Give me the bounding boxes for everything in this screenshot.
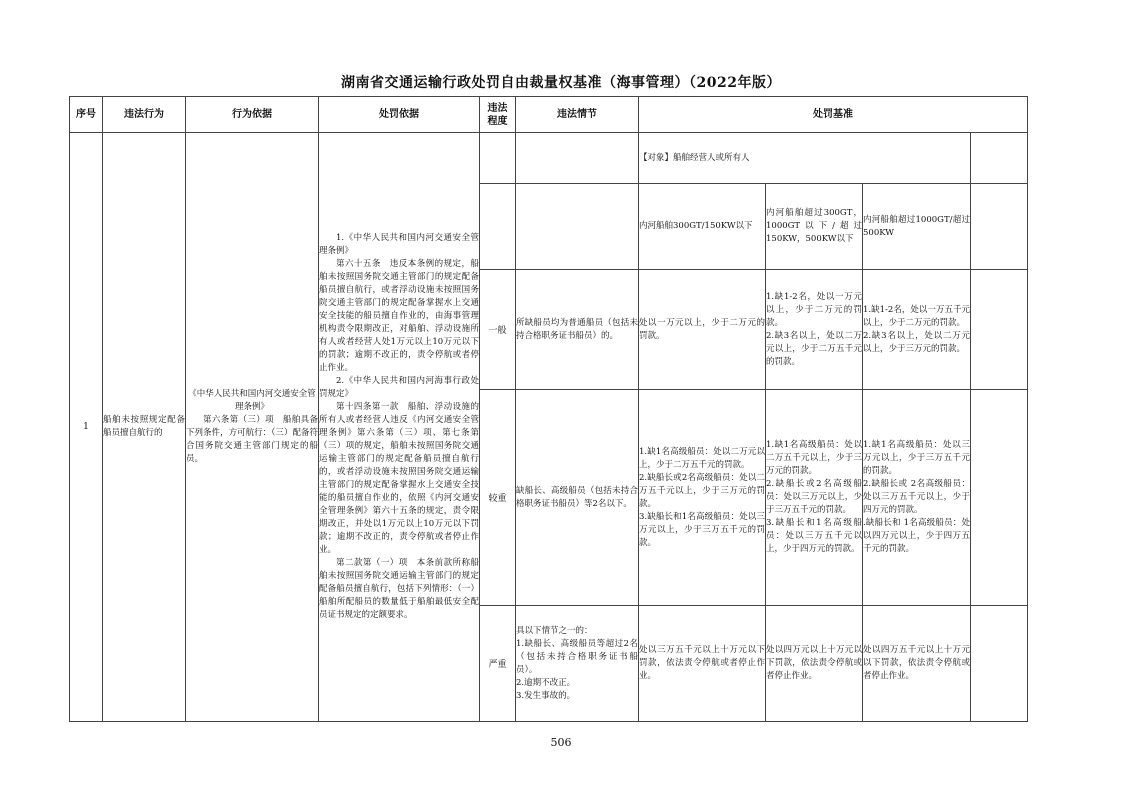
row-act: 船舶未按照规定配备船员擅自航行的 [103, 133, 186, 722]
penalty-basis-ref-2: 2.《中华人民共和国内河海事行政处罚规定》 [319, 376, 479, 399]
penalty-serious-small: 1.缺1名高级船员：处以二万元以上，少于二万五千元的罚款。 2.缺船长或2名高级船员：处以二万五千元以上，少于三万元的罚款。 3.缺船长和1名高级船员：处以三万元以上，少于三万五千元的罚款。 [639, 390, 766, 606]
target-object: 【对象】船舶经营人或所有人 [639, 133, 971, 184]
penalty-basis-article-14: 第十四条第一款 船舶、浮动设施的所有人或者经营人违反《内河交通安全管理条例》第六条第（三）项、第七条第（三）项的规定，船舶未按照国务院交通运输主管部门的规定配备船员擅自航行的，或者浮动设施未按照国务院交通运输主管部门的规定配备掌握水上交通安全技能的船员擅自作业的，依照《内河交通安全管理条例》第六十五条的规定，责令限期改正，并处以1万元以上10万元以下罚款；逾期不改正的，责令停航或者停止作业。 [319, 402, 479, 555]
class-circumstance-empty [516, 184, 639, 270]
circumstance-severe: 具以下情节之一的： 1.缺船长、高级船员等超过2名（包括未持合格职务证书船员）。 2.逾期不改正。 3.发生事故的。 [516, 606, 639, 722]
circumstance-serious: 缺船长、高级船员（包括未持合格职务证书船员）等2名以下。 [516, 390, 639, 606]
header-basis: 行为依据 [186, 97, 319, 133]
class-large: 内河船舶超过1000GT/超过500KW [863, 184, 971, 270]
circumstance-general: 所缺船员均为普通船员（包括未持合格职务证书船员）的。 [516, 270, 639, 390]
basis-ref: 《中华人民共和国内河交通安全管理条例》 [188, 389, 316, 412]
penalty-severe-extra [971, 606, 1028, 722]
penalty-general-small: 处以一万元以上，少于二万元的罚款。 [639, 270, 766, 390]
basis-text: 第六条第（三）项 船舶具备下列条件，方可航行：（三）配备符合国务院交通主管部门规定的船员。 [186, 415, 318, 464]
penalty-general-medium: 1.缺1-2名，处以一万元以上，少于二万元的罚款。 2.缺3名以上，处以二万元以上，少于二万五千元的罚款。 [766, 270, 863, 390]
row-penalty-basis [319, 133, 480, 722]
penalty-general-large: 1.缺1-2名，处以一万五千元以上，少于二万元的罚款。 2.缺3名以上，处以二万元以上，少于三万元的罚款。 [863, 270, 971, 390]
row-seq: 1 [70, 133, 103, 722]
header-penalty-basis: 处罚依据 [319, 97, 480, 133]
header-standard: 处罚基准 [639, 97, 1028, 133]
class-medium: 内河船舶超过300GT，1000GT以下/超过150KW，500KW以下 [766, 184, 863, 270]
degree-serious: 较重 [480, 390, 516, 606]
target-extra-empty [971, 133, 1028, 184]
target-row [70, 133, 1028, 184]
penalty-serious-medium: 1.缺1名高级船员：处以二万五千元以上，少于三万元的罚款。 2.缺船长或2名高级船员：处以三万元以上，少于三万五千元的罚款。 3.缺船长和1名高级船员：处以三万五千元以上，少于四万元的罚款。 [766, 390, 863, 606]
degree-severe: 严重 [480, 606, 516, 722]
target-circumstance-empty [516, 133, 639, 184]
page-number: 506 [550, 736, 572, 749]
penalty-standard-table [69, 96, 1028, 722]
penalty-severe-small: 处以三万五千元以上十万元以下罚款，依法责令停航或者停止作业。 [639, 606, 766, 722]
penalty-severe-large: 处以四万五千元以上十万元以下罚款，依法责令停航或者停止作业。 [863, 606, 971, 722]
degree-general: 一般 [480, 270, 516, 390]
class-degree-empty [480, 184, 516, 270]
header-degree: 违法 程度 [480, 97, 516, 133]
penalty-severe-medium: 处以四万元以上十万元以下罚款，依法责令停航或者停止作业。 [766, 606, 863, 722]
penalty-basis-ref-1: 1.《中华人民共和国内河交通安全管理条例》 [319, 233, 479, 256]
penalty-basis-article-14-2: 第二款第（一）项 本条前款所称船舶未按照国务院交通运输主管部门的规定配备船员擅自航行，包括下列情形：（一）船舶所配船员的数量低于船舶最低安全配员证书规定的定额要求。 [319, 558, 479, 620]
page-title: 湖南省交通运输行政处罚自由裁量权基准（海事管理）（2022年版） [341, 75, 781, 91]
penalty-serious-large: 1.缺1名高级船员：处以三万元以上，少于三万五千元的罚款。 2.缺船长或 2名高级船员：处以三万五千元以上，少于四万元的罚款。 .缺船长和 1名高级船员：处以四万元以上，少于四万五千元的罚款。 [863, 390, 971, 606]
header-circumstance: 违法情节 [516, 97, 639, 133]
target-degree-empty [480, 133, 516, 184]
header-row [70, 97, 1028, 133]
penalty-serious-extra [971, 390, 1028, 606]
class-extra-empty [971, 184, 1028, 270]
penalty-basis-article-65: 第六十五条 违反本条例的规定，船舶未按照国务院交通主管部门的规定配备船员擅自航行，或者浮动设施未按照国务院交通主管部门的规定配备掌握水上交通安全技能的船员擅自作业的，由海事管理机构责令限期改正，对船舶、浮动设施所有人或者经营人处1万元以上10万元以下的罚款；逾期不改正的，责令停航或者停止作业。 [319, 259, 479, 373]
header-act: 违法行为 [103, 97, 186, 133]
header-seq: 序号 [70, 97, 103, 133]
class-small: 内河船舶300GT/150KW以下 [639, 184, 766, 270]
penalty-general-extra [971, 270, 1028, 390]
row-basis [186, 133, 319, 722]
